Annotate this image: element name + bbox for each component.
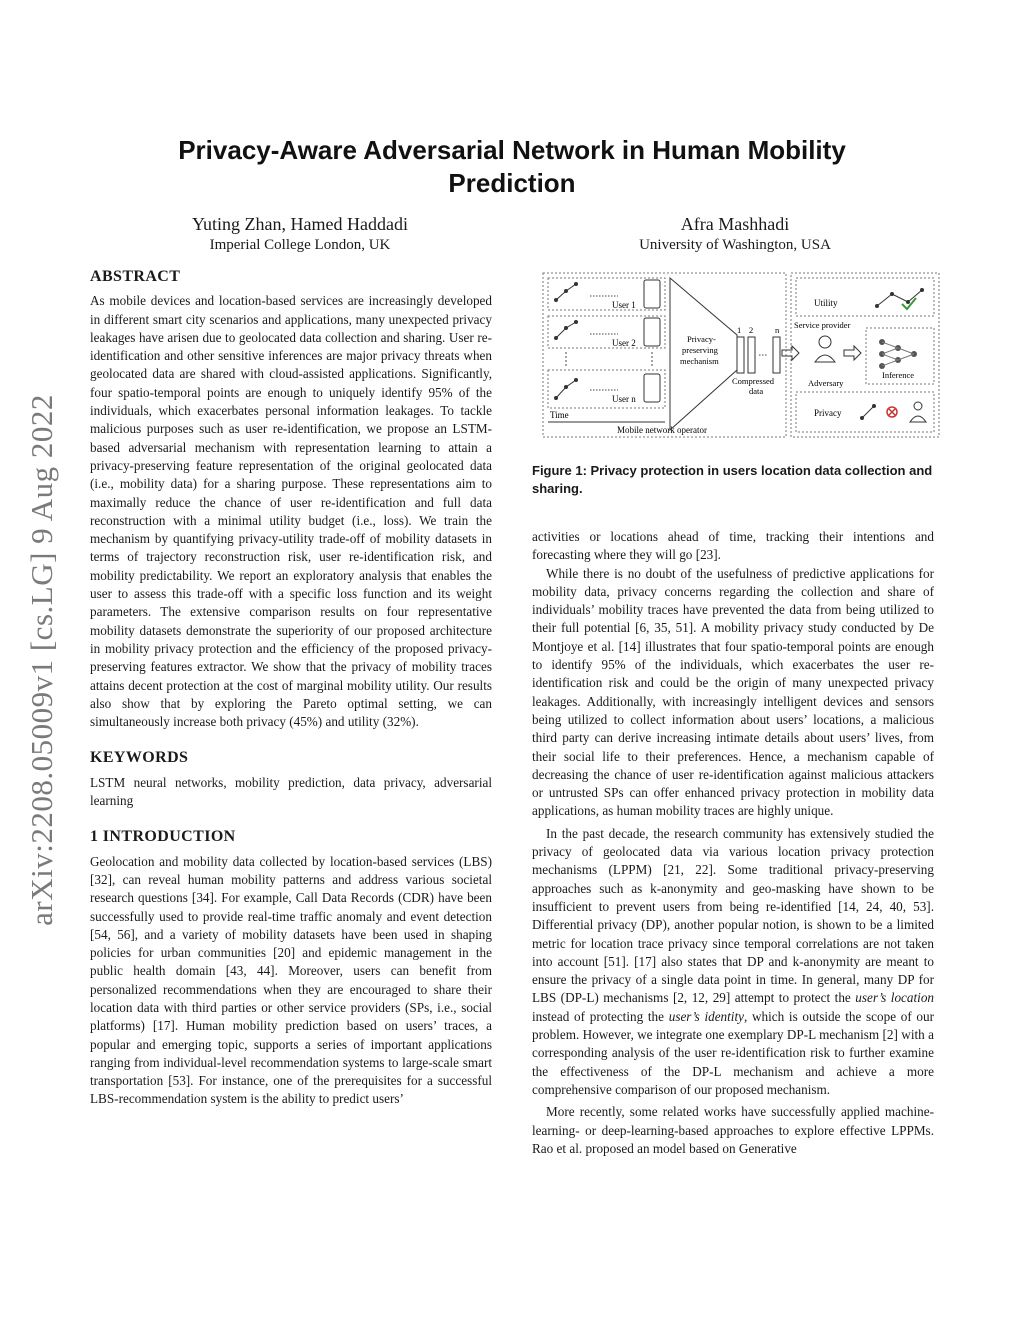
phone-icon (644, 374, 660, 402)
left-column (90, 268, 492, 1109)
title-line-2: Prediction (448, 168, 576, 198)
ppm-label-3: mechanism (680, 356, 719, 366)
arrow-icon (844, 346, 861, 360)
user2-box (548, 316, 665, 348)
author-block-1 (120, 213, 480, 255)
route-icon (875, 288, 924, 308)
author-names: Afra Mashhadi (680, 214, 790, 234)
author-block-2 (555, 213, 915, 255)
time-label: Time (550, 410, 569, 420)
mno-label: Mobile network operator (617, 425, 707, 435)
arxiv-id: arXiv:2208.05009v1 [cs.LG] 9 Aug 2022 (24, 394, 59, 926)
paper-title (90, 134, 934, 200)
intro-paragraph-2: While there is no doubt of the usefulness of predictive applications for mobility data, privacy concerns regarding the collection and share of individuals’ mobility traces have prevented the data from being utilized to their full potential [6, 35, 51]. A mobility privacy study conducted by De Montjoye et al. [14] illustrates that four spatio-temporal points are enough to identify 95% of the individuals, which exacerbates the user re-identification risk and could be the origin of many unexpected privacy leakages. Additionally, with increasingly intelligent devices and sensors being utilized to collect information about users’ locations, a malicious third party can derive increasing intimate details about users’ lives, from their social life to their preferences. Hence, a mechanism capable of decreasing the chance of user re-identification against malicious attackers or untrusted SPs can offer enhanced privacy protection in mobility data applications, as human mobility traces are highly unique. (532, 565, 934, 819)
compressed-label-1: Compressed (732, 376, 775, 386)
keywords-heading: KEYWORDS (90, 749, 189, 767)
p3-text-b: instead of protecting the (532, 1008, 669, 1024)
figure-1-diagram (542, 270, 942, 440)
ppm-label-1: Privacy- (687, 334, 716, 344)
utility-label: Utility (814, 298, 838, 308)
phone-icon (644, 318, 660, 346)
p3-emphasis-identity: user’s identity (668, 1008, 744, 1024)
p3-text-c: , which is outside the scope of our problem. However, we integrate one exemplary DP-L mechanism [2] with a corresponding analysis of the user re-identification risk to further examine the effectiveness of the DP-L mechanism and achieve a more comprehensive comparison of our proposed mechanism. (532, 1008, 935, 1097)
person-icon (910, 402, 926, 422)
user1-box (548, 278, 665, 310)
intro-paragraph-3 (532, 825, 934, 1099)
route-icon (860, 404, 876, 420)
user1-label: User 1 (612, 300, 636, 310)
phone-icon (644, 280, 660, 308)
figure-1 (542, 270, 942, 440)
route-icon (554, 378, 578, 400)
adversary-icon (815, 336, 835, 362)
figure-caption: Figure 1: Privacy protection in users location data collection and sharing. (532, 463, 933, 496)
abstract-text: As mobile devices and location-based services are increasingly developed in different smart city scenarios and applications, many unexpected privacy leakages have arisen due to geolocated data collection and sharing. User re-identification and other sensitive inferences are major privacy threats when geolocated data are shared with cloud-assisted applications. Significantly, four spatio-temporal points are enough to uniquely identify 95% of the individuals, which exacerbates personal information leakages. To tackle malicious purposes such as user re-identification, we propose an LSTM-based adversarial mechanism with representation learning to attain a privacy-preserving feature representation of the original geolocated data (i.e., mobility data) for a sharing purpose. These representations aim to maximally reduce the chance of user re-identification and full data reconstruction with a minimal utility budget (i.e., loss). We train the mechanism by quantifying privacy-utility trade-off of mobility datasets in terms of trajectory reconstruction risk, user re-identification risk, and mobility predictability. We report an exploratory analysis that enables the user to assess this trade-off with a specific loss function and its weight parameters. The extensive comparison results on four representative mobility datasets demonstrate the superiority of our proposed architecture in mobility privacy protection and the efficiency of the proposed privacy-preserving features extractor. We show that the privacy of mobility traces attains decent protection at the cost of marginal mobility utility. Our results also show that by exploring the Pareto optimal setting, we can simultaneously increase both privacy (45%) and utility (32%). (90, 293, 492, 730)
abstract-heading: ABSTRACT (90, 268, 181, 285)
col-label-n: n (775, 325, 780, 335)
route-icon (554, 282, 578, 302)
sp-label: Service provider (794, 320, 851, 330)
right-column (532, 528, 934, 1158)
author-affiliation: Imperial College London, UK (209, 237, 391, 253)
usern-label: User n (612, 394, 636, 404)
author-names: Yuting Zhan, Hamed Haddadi (192, 214, 408, 234)
keywords-text: LSTM neural networks, mobility prediction, data privacy, adversarial learning (90, 774, 492, 809)
intro-paragraph-1: Geolocation and mobility data collected by location-based services (LBS) [32], can reveal human mobility patterns and address various societal research questions [34]. For example, Call Data Records (CDR) have been successfully used to provide real-time traffic anomaly and event detection [54, 56], and a variety of mobility datasets have been used in shaping policies for urban communities [20] and epidemic management in the public health domain [43, 44]. Moreover, users can benefit from personalized recommendations when they are encouraged to share their location data with third parties or other service providers (SPs, i.e., social platforms) [17]. Human mobility prediction based on users’ traces, a popular and emerging topic, supports a series of important applications ranging from individual-level recommendation systems to large-scale smart transportation [53]. For instance, one of the prerequisites for a successful LBS-recommendation system is the ability to predict users’ (90, 853, 492, 1107)
ppm-label-2: preserving (682, 345, 718, 355)
intro-paragraph-1-continued: activities or locations ahead of time, tracking their intentions and forecasting where they will go [23]. (532, 529, 934, 563)
route-icon (554, 320, 578, 340)
title-line-1: Privacy-Aware Adversarial Network in Human Mobility (178, 135, 846, 165)
user2-label: User 2 (612, 338, 636, 348)
col-label-1: 1 (737, 325, 742, 335)
intro-heading: 1 INTRODUCTION (90, 828, 236, 846)
author-affiliation: University of Washington, USA (639, 237, 831, 253)
inference-label: Inference (882, 370, 915, 380)
p3-text-a: In the past decade, the research community has extensively studied the privacy of geolocated data via various location privacy protection mechanisms (LPPM) [21, 22]. Some traditional privacy-preserving approaches such as k-anonymity and geo-masking have shown to be insufficient to prevent users from being re-identified [14, 24, 40, 53]. Differential privacy (DP), another popular notion, is shown to be a limited metric for location trace privacy since temporal correlations are not taken into account [51]. [17] also states that DP and k-anonymity are meant to ensure the privacy of a single data point in time. In general, many DP for LBS (DP-L) mechanisms [2, 12, 29] attempt to protect the (532, 825, 934, 1006)
adversary-label: Adversary (808, 378, 844, 388)
arxiv-watermark (22, 360, 62, 960)
p3-emphasis-location: user’s location (855, 990, 935, 1006)
col-label-2: 2 (749, 325, 754, 335)
data-column (737, 337, 744, 373)
data-column (748, 337, 755, 373)
intro-paragraph-4: More recently, some related works have successfully applied machine-learning- or deep-learning-based approaches to explore effective LPPMs. Rao et al. proposed an model based on Generative (532, 1104, 934, 1156)
neural-network-icon (879, 339, 917, 369)
privacy-label: Privacy (814, 408, 842, 418)
compressed-label-2: data (749, 386, 764, 396)
data-column (773, 337, 780, 373)
